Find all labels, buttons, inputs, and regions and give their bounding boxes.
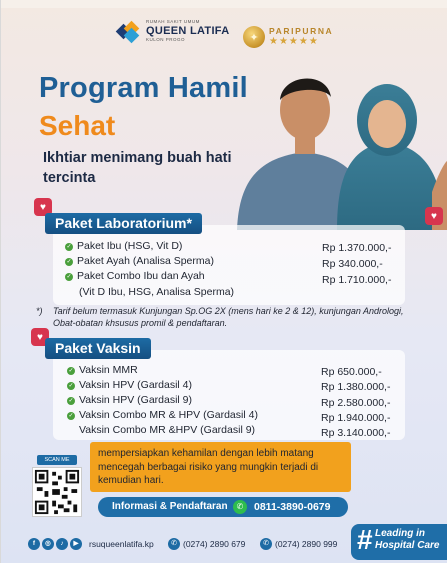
phone-icon: ✆ bbox=[260, 538, 272, 550]
lab-section-header: Paket Laboratorium* bbox=[45, 213, 202, 234]
lab-combo-detail: (Vit D Ibu, HSG, Analisa Sperma) bbox=[79, 286, 235, 298]
medal-icon: ✦ bbox=[243, 26, 265, 48]
check-icon: ✓ bbox=[68, 383, 74, 389]
vaksin-item: ✓ Vaksin HPV (Gardasil 9) bbox=[68, 394, 193, 406]
footer bbox=[1, 524, 447, 563]
heart-icon: ♥ bbox=[34, 198, 52, 216]
info-registration-bar[interactable] bbox=[98, 497, 348, 517]
leading-text: Leading in Hospital Care bbox=[375, 528, 440, 551]
logo-name: QUEEN LATIFA bbox=[146, 24, 230, 37]
title-line-1: Program Hamil bbox=[39, 72, 248, 104]
logo-small-text: RUMAH SAKIT UMUM bbox=[146, 19, 200, 24]
leading-badge bbox=[351, 524, 447, 560]
logo-sub-text: KULON PROGO bbox=[146, 36, 186, 42]
tiktok-icon[interactable]: ♪ bbox=[56, 538, 68, 550]
vaksin-item: ✓ Vaksin HPV (Gardasil 4) bbox=[68, 379, 193, 391]
vaksin-price: Rp 650.000,- bbox=[321, 366, 382, 378]
check-icon: ✓ bbox=[66, 259, 72, 265]
note-marker: *) bbox=[36, 306, 43, 316]
tariff-note: Tarif belum termasuk Kunjungan Sp.OG 2X (mens hari ke 2 & 12), kunjungan Andrologi, Obat-obatan khsusus promil & pendaftaran. bbox=[53, 306, 404, 328]
tagline: Ikhtiar menimang buah hati tercinta bbox=[43, 150, 232, 186]
social-handle[interactable]: rsuqueenlatifa.kp bbox=[89, 539, 154, 549]
lab-item: ✓ Paket Ibu (HSG, Vit D) bbox=[66, 240, 183, 252]
lab-item: ✓ Paket Ayah (Analisa Sperma) bbox=[66, 255, 214, 267]
vaksin-item: ✓ Vaksin Combo MR & HPV (Gardasil 4) bbox=[68, 409, 258, 421]
vaksin-item: Vaksin Combo MR &HPV (Gardasil 9) bbox=[79, 424, 256, 436]
check-icon: ✓ bbox=[66, 274, 72, 280]
vaksin-item: ✓ Vaksin MMR bbox=[68, 364, 138, 376]
queen-latifa-logo-icon bbox=[118, 20, 140, 42]
check-icon: ✓ bbox=[68, 413, 74, 419]
vaksin-section-header: Paket Vaksin bbox=[45, 338, 151, 359]
whatsapp-number[interactable]: 0811-3890-0679 bbox=[254, 501, 331, 513]
hashtag-symbol: # bbox=[357, 524, 373, 555]
info-label: Informasi & Pendaftaran bbox=[112, 501, 228, 512]
vaksin-price: Rp 3.140.000,- bbox=[321, 427, 391, 439]
vaksin-price: Rp 1.380.000,- bbox=[321, 381, 391, 393]
check-icon: ✓ bbox=[68, 398, 74, 404]
instagram-icon[interactable]: ◎ bbox=[42, 538, 54, 550]
lab-price: Rp 1.710.000,- bbox=[322, 274, 392, 286]
check-icon: ✓ bbox=[66, 244, 72, 250]
title-line-2: Sehat bbox=[39, 110, 116, 141]
phone-icon: ✆ bbox=[168, 538, 180, 550]
lab-price: Rp 1.370.000,- bbox=[322, 242, 392, 254]
whatsapp-icon: ✆ bbox=[233, 500, 247, 514]
heart-icon: ♥ bbox=[31, 328, 49, 346]
phone-number-2[interactable]: (0274) 2890 999 bbox=[275, 539, 338, 549]
vaksin-price: Rp 2.580.000,- bbox=[321, 397, 391, 409]
qr-code-icon bbox=[32, 467, 82, 517]
lab-item: ✓ Paket Combo Ibu dan Ayah bbox=[66, 270, 205, 282]
facebook-icon[interactable]: f bbox=[28, 538, 40, 550]
vaksin-price: Rp 1.940.000,- bbox=[321, 412, 391, 424]
paripurna-logo bbox=[243, 26, 333, 48]
social-icons bbox=[28, 538, 82, 550]
top-strip bbox=[1, 0, 447, 8]
scan-me-label: SCAN ME bbox=[37, 455, 77, 465]
star-rating-icon: ★★★★★ bbox=[269, 36, 319, 48]
heart-icon: ♥ bbox=[425, 207, 443, 225]
couple-photo bbox=[227, 52, 447, 230]
qr-code-block[interactable] bbox=[29, 455, 85, 523]
queen-latifa-logo bbox=[118, 20, 229, 42]
paripurna-name: PARIPURNA bbox=[269, 25, 334, 36]
phone-number-1[interactable]: (0274) 2890 679 bbox=[183, 539, 246, 549]
check-icon: ✓ bbox=[68, 368, 74, 374]
promo-text-box: mempersiapkan kehamilan dengan lebih matang mencegah berbagai risiko yang mungkin terjadi di kemudian hari. bbox=[90, 442, 351, 492]
lab-price: Rp 340.000,- bbox=[322, 258, 383, 270]
youtube-icon[interactable]: ▶ bbox=[70, 538, 82, 550]
